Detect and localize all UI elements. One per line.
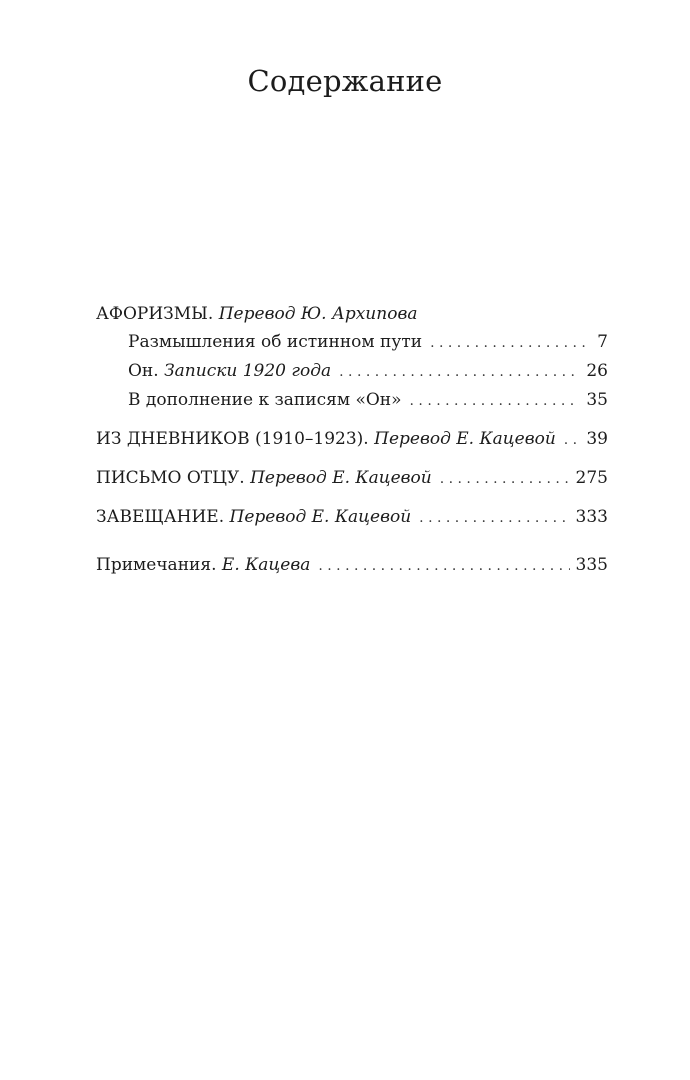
toc-entry-letter-to-father[interactable] [96,464,608,493]
entry-page-number: 335 [575,555,608,575]
entry-label-italic: Перевод Е. Кацевой [250,468,432,488]
dot-leader [339,358,580,386]
entry-label-text: ЗАВЕЩАНИЕ. [96,507,225,527]
entry-label [96,425,556,453]
entry-label-italic: Перевод Е. Кацевой [374,429,556,449]
entry-label-text: ПИСЬМО ОТЦУ. [96,468,245,488]
entry-label-text: Он. [128,361,159,381]
table-of-contents [96,300,608,580]
entry-label: В дополнение к записям «Он» [128,390,402,410]
entry-page-number: 35 [586,390,608,410]
dot-leader [318,552,569,580]
entry-page-number: 7 [597,332,608,352]
entry-label: Размышления об истинном пути [128,332,423,352]
entry-label [96,503,411,531]
entry-label [128,357,331,385]
toc-entry-notes[interactable] [96,551,608,580]
toc-entry-testament[interactable] [96,503,608,532]
toc-entry-he[interactable] [96,357,608,386]
dot-leader [440,465,570,493]
toc-entry-reflections[interactable] [96,328,608,357]
entry-label [96,464,432,492]
entry-page-number: 333 [575,507,608,527]
entry-page-number: 26 [586,361,608,381]
entry-label-italic: Записки 1920 года [164,361,332,381]
section-translator: Перевод Ю. Архипова [218,304,418,324]
dot-leader [564,426,581,454]
dot-leader [419,504,569,532]
page-title: Содержание [247,64,443,98]
toc-entry-he-addition[interactable] [96,386,608,415]
section-heading: АФОРИЗМЫ. [96,304,214,324]
entry-label-text: Примечания. [96,555,217,575]
entry-label-italic: Перевод Е. Кацевой [229,507,412,527]
entry-label [96,551,310,579]
entry-page-number: 39 [586,429,608,449]
entry-label-text: ИЗ ДНЕВНИКОВ (1910–1923). [96,429,369,449]
toc-section-aphorisms [96,300,608,328]
toc-entry-diaries[interactable] [96,425,608,454]
entry-label-italic: Е. Кацева [221,555,311,575]
dot-leader [410,387,581,415]
entry-page-number: 275 [575,468,608,488]
dot-leader [430,329,586,357]
